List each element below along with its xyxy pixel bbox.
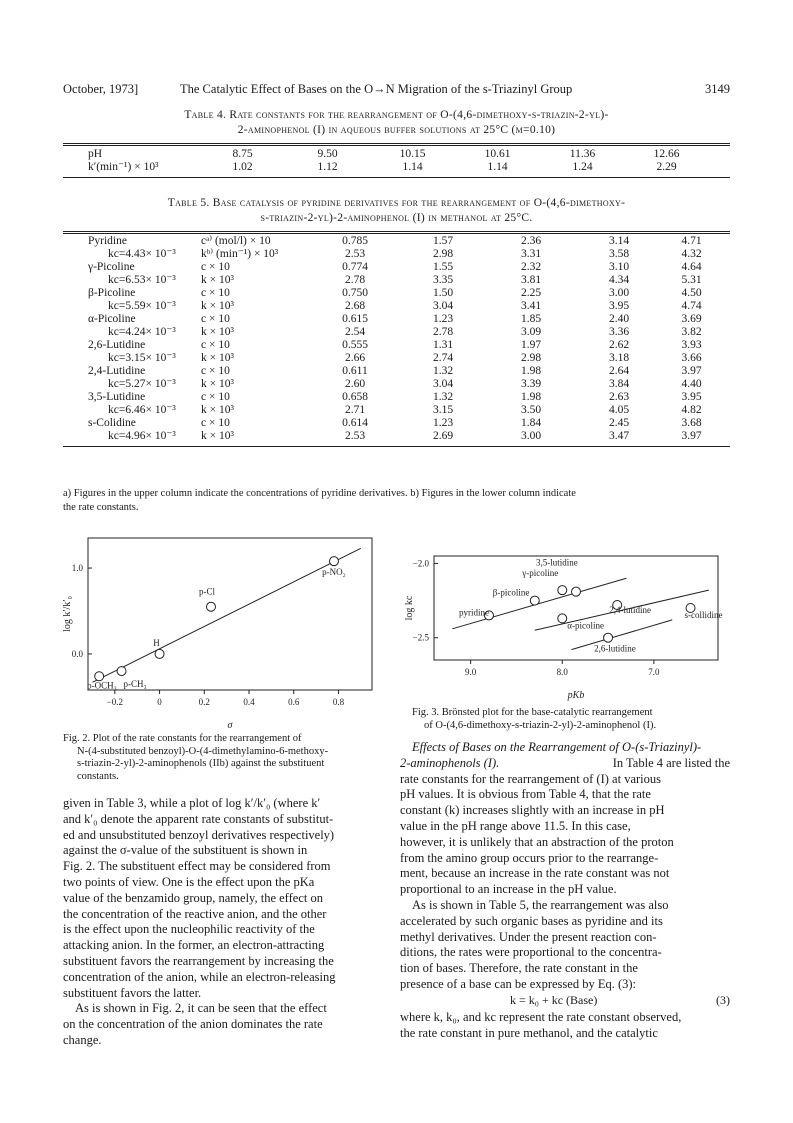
y-axis-label: log k′/k′₀ (62, 596, 73, 632)
table5-unit: k × 10³ (201, 300, 234, 312)
table5-compound: kc=5.27× 10⁻³ (108, 378, 176, 390)
table5-cell: 3.41 (520, 300, 542, 312)
table5-compound: kc=4.24× 10⁻³ (108, 326, 176, 338)
table5-cell: 2.68 (344, 300, 366, 312)
table5-compound: 3,5-Lutidine (88, 391, 146, 403)
right-text-line: pH values. It is obvious from Table 4, that the rate (400, 787, 651, 802)
table5-compound: α-Picoline (88, 313, 136, 325)
table5-cell: 3.31 (520, 248, 542, 260)
table4-row (88, 148, 708, 161)
right-text-line: As is shown in Table 5, the rearrangement was also (412, 897, 669, 912)
table5-cell: 1.98 (520, 391, 542, 403)
table5-row (88, 326, 720, 339)
data-point (558, 586, 567, 595)
table5-row (88, 352, 720, 365)
point-label: s-collidine (684, 610, 723, 620)
table5-cell: 3.09 (520, 326, 542, 338)
data-point (206, 602, 215, 611)
header-date: October, 1973] (63, 82, 139, 96)
table5-cell: 2.32 (520, 261, 542, 273)
table5-row (88, 404, 720, 417)
table5-row (88, 287, 720, 300)
right-text-line: presence of a base can be expressed by Eq. (3): (400, 976, 637, 991)
table5-row (88, 430, 720, 443)
x-tick-label: 0 (157, 697, 162, 707)
table4-cell: 12.66 (653, 148, 680, 160)
table4-cell: 10.61 (484, 148, 511, 160)
right-text-line: from the amino group occurs prior to the rearrange- (400, 850, 659, 865)
left-text-line: is the effect upon the nucleophilic reactivity of the (63, 922, 315, 937)
table5-cell: 4.74 (681, 300, 702, 312)
table5-unit: c × 10 (201, 339, 230, 351)
data-point (604, 633, 613, 642)
table5-cell: 3.14 (608, 235, 630, 247)
fig2-caption (63, 733, 386, 783)
table5-cell: 1.32 (432, 365, 454, 377)
table5-cell: 3.15 (432, 404, 454, 416)
right-text-line: tion of bases. Therefore, the rate constant in the (400, 961, 638, 976)
table5-cell: 3.97 (681, 430, 702, 442)
fig2-chart (60, 528, 380, 734)
section-heading-2: 2-aminophenols (I). (400, 755, 500, 770)
left-text-line: against the σ-value of the substituent is shown in (63, 843, 308, 858)
table5-cell: 3.04 (432, 300, 454, 312)
table5-cell: 0.750 (342, 287, 368, 299)
right-line-0: In Table 4 are listed the (612, 755, 730, 770)
table5-cell: 3.58 (608, 248, 630, 260)
y-tick-label: 1.0 (71, 563, 83, 574)
x-tick-label: 0.4 (243, 697, 255, 707)
table5-compound: kc=6.46× 10⁻³ (108, 404, 176, 416)
table4-cell: 1.14 (402, 161, 423, 173)
point-label: α-picoline (567, 620, 604, 631)
point-label: H (153, 637, 160, 648)
x-axis-label: σ (227, 720, 233, 731)
table5-cell: 2.78 (432, 326, 454, 338)
left-text-line: on the concentration of the anion dominates the rate (63, 1017, 323, 1032)
table5-cell: 2.53 (344, 430, 366, 442)
right-text-line: where k, k₀, and kc represent the rate constant observed, (400, 1009, 682, 1024)
table5-cell: 3.10 (608, 261, 630, 273)
point-label: 3,5-lutidine (536, 557, 578, 568)
left-text-line: given in Table 3, while a plot of log k′/k′₀ (where k′ (63, 796, 321, 810)
table4-cell: 2.29 (656, 161, 677, 173)
left-text-line: attacking anion. In the former, an electron-attracting (63, 938, 325, 953)
table5-row (88, 365, 720, 378)
right-text-line: accelerated by such organic bases as pyridine and its (400, 913, 663, 928)
table5-compound: kc=4.96× 10⁻³ (108, 430, 176, 442)
table4-cell: 9.50 (317, 148, 338, 160)
table4-caption-line2: 2-aminophenol (I) in aqueous buffer solutions at 25°C (μ=0.10) (237, 124, 556, 136)
table5-compound: 2,6-Lutidine (88, 339, 146, 351)
table5-row (88, 339, 720, 352)
table5-cell: 5.31 (681, 274, 702, 286)
table5-cell: 2.74 (432, 352, 454, 364)
table5-cell: 3.68 (681, 417, 702, 429)
table5-compound: β-Picoline (88, 287, 136, 299)
table5-unit: cᵃ⁾ (mol/l) × 10 (201, 235, 271, 247)
data-point (155, 649, 164, 658)
table5-top-rule2 (63, 233, 730, 234)
left-text-line: change. (63, 1032, 102, 1047)
table5-row (88, 313, 720, 326)
page-number: 3149 (705, 82, 730, 96)
right-text-line: methyl derivatives. Under the present reaction con- (400, 929, 657, 944)
table5-unit: c × 10 (201, 287, 230, 299)
table5-cell: 2.54 (344, 326, 366, 338)
fig3-chart (400, 548, 730, 702)
right-text-line: proportional to an increase in the pH value. (400, 882, 617, 897)
table4 (88, 148, 708, 174)
table5-unit: k × 10³ (201, 326, 234, 338)
right-lines (400, 772, 730, 993)
table5-cell: 3.00 (608, 287, 630, 299)
fig3-caption-line2: of O-(4,6-dimethoxy-s-triazin-2-yl)-2-aminophenol (I). (424, 719, 657, 731)
left-text-line: value of the benzamido group, namely, the effect on (63, 890, 323, 905)
equation: k = k₀ + kc (Base) (510, 992, 598, 1007)
table5-compound: γ-Picoline (88, 261, 135, 273)
right-text-line: value in the pH range above 11.5. In this case, (400, 818, 631, 833)
table5-footnote-line1: a) Figures in the upper column indicate the concentrations of pyridine derivatives. b) Figures in the lower column indicate (63, 488, 576, 499)
table5-row (88, 391, 720, 404)
table5-cell: 2.62 (608, 339, 630, 351)
table5-compound: kc=5.59× 10⁻³ (108, 300, 176, 312)
table5-cell: 0.614 (342, 417, 368, 429)
table5-cell: 3.81 (520, 274, 542, 286)
table5-cell: 2.40 (608, 313, 630, 325)
table5-unit: c × 10 (201, 391, 230, 403)
table5-cell: 1.85 (520, 313, 542, 325)
table5-cell: 3.97 (681, 365, 702, 377)
left-text-line: the concentration of the reactive anion, and the other (63, 906, 327, 921)
data-point (530, 596, 539, 605)
table5-cell: 1.50 (432, 287, 454, 299)
table5-cell: 1.31 (432, 339, 454, 351)
right-text-line: constant (k) increases slightly with an increase in pH (400, 803, 665, 818)
table5-row (88, 248, 720, 261)
table5-cell: 2.60 (344, 378, 366, 390)
fit-line (92, 548, 360, 682)
left-text-line: substituent favors the latter. (63, 985, 202, 1000)
table4-row-label: k′(min⁻¹) × 10³ (88, 161, 159, 173)
table5-cell: 2.64 (608, 365, 630, 377)
data-point (558, 614, 567, 623)
table5-footnote-line2: the rate constants. (63, 501, 139, 513)
table4-row-label: pH (88, 148, 103, 160)
after-lines (400, 1010, 730, 1042)
table5-unit: c × 10 (201, 365, 230, 377)
fig2-caption-line3: s-triazin-2-yl)-2-aminophenols (IIb) against the substituent (77, 758, 325, 769)
y-tick-label: −2.0 (412, 558, 429, 569)
data-point (117, 667, 126, 676)
table5-cell: 2.71 (344, 404, 366, 416)
table5-unit: c × 10 (201, 313, 230, 325)
header-title: The Catalytic Effect of Bases on the O→N Migration of the s-Triazinyl Group (180, 82, 573, 96)
point-label: p-NO₂ (322, 567, 346, 578)
table5-cell: 3.35 (432, 274, 454, 286)
table5-unit: c × 10 (201, 417, 230, 429)
table5-cell: 1.57 (432, 235, 454, 247)
table5-cell: 0.658 (342, 391, 368, 403)
table4-row (88, 161, 708, 174)
section-heading: Effects of Bases on the Rearrangement of O-(s-Triazinyl)- (412, 740, 702, 754)
x-tick-label: 9.0 (465, 667, 477, 677)
table5-cell: 3.95 (608, 300, 630, 312)
table5-cell: 0.611 (342, 365, 368, 377)
table5-compound: kc=3.15× 10⁻³ (108, 352, 176, 364)
data-point (572, 587, 581, 596)
table5-cell: 0.615 (342, 313, 368, 325)
table5-cell: 3.93 (681, 339, 702, 351)
y-tick-label: −2.5 (412, 632, 429, 643)
x-tick-label: 0.2 (198, 697, 210, 707)
table5-cell: 3.04 (432, 378, 454, 390)
table5-cell: 2.25 (520, 287, 542, 299)
table5-cell: 3.66 (681, 352, 702, 364)
table5-cell: 2.98 (432, 248, 454, 260)
table4-cell: 1.24 (572, 161, 593, 173)
x-tick-label: 7.0 (648, 667, 660, 677)
table5-cell: 3.47 (608, 430, 630, 442)
table5-compound: Pyridine (88, 235, 127, 247)
table5-cell: 0.774 (342, 261, 368, 273)
table4-bottom-rule (63, 177, 730, 178)
left-column-text (63, 796, 386, 1049)
x-axis-label: pKb (567, 690, 585, 701)
table5-compound: kc=4.43× 10⁻³ (108, 248, 176, 260)
table5-cell: 3.50 (520, 404, 542, 416)
table4-top-rule (63, 143, 730, 144)
fig3-caption-line1: Fig. 3. Brönsted plot for the base-catalytic rearrangement (412, 707, 653, 718)
fig2-caption-line1: Fig. 2. Plot of the rate constants for the rearrangement of (63, 733, 302, 744)
point-label: p-CH₃ (123, 679, 147, 690)
table4-cell: 10.15 (399, 148, 426, 160)
equation-number: (3) (716, 992, 730, 1007)
table5-cell: 3.95 (681, 391, 702, 403)
table4-cell: 1.14 (487, 161, 508, 173)
point-label: β-picoline (492, 587, 530, 598)
table5-cell: 1.55 (432, 261, 454, 273)
point-label: pyridine (458, 607, 489, 618)
table5-cell: 3.00 (520, 430, 542, 442)
x-tick-label: 0.6 (288, 697, 300, 707)
table5-unit: c × 10 (201, 261, 230, 273)
table4-caption-line1: Table 4. Rate constants for the rearrangement of O-(4,6-dimethoxy-s-triazin-2-yl)- (184, 109, 609, 121)
table4-cell: 11.36 (569, 148, 596, 160)
table5-row (88, 261, 720, 274)
table5-cell: 4.50 (681, 287, 702, 299)
section-heading-line2 (400, 756, 730, 772)
table5-unit: k × 10³ (201, 274, 234, 286)
table5-cell: 4.71 (681, 235, 702, 247)
table5-unit: k × 10³ (201, 404, 234, 416)
table5-cell: 1.98 (520, 365, 542, 377)
x-tick-label: −0.2 (106, 697, 123, 707)
left-text-line: concentration of the anion, while an electron-releasing (63, 969, 336, 984)
table5-cell: 2.36 (520, 235, 542, 247)
table5-row (88, 378, 720, 391)
table5-cell: 2.78 (344, 274, 366, 286)
table5-unit: k × 10³ (201, 352, 234, 364)
table5-cell: 2.53 (344, 248, 366, 260)
table5-cell: 4.64 (681, 261, 702, 273)
table5-cell: 3.36 (608, 326, 630, 338)
table5-cell: 4.32 (681, 248, 702, 260)
point-label: 2,4-lutidine (609, 605, 651, 616)
left-text-line: two points of view. One is the effect upon the pKa (63, 874, 315, 889)
table5-row (88, 300, 720, 313)
table5-compound: s-Colidine (88, 417, 136, 429)
table5-cell: 2.45 (608, 417, 630, 429)
table5-cell: 1.97 (520, 339, 542, 351)
table5-row (88, 274, 720, 287)
left-text-line: substituent favors the rearrangement by increasing the (63, 953, 334, 968)
table5-cell: 1.32 (432, 391, 454, 403)
table5-cell: 4.34 (608, 274, 630, 286)
left-text-line: and k′₀ denote the apparent rate constants of substitut- (63, 811, 334, 826)
fig2-caption-line2: N-(4-substituted benzoyl)-O-(4-dimethylamino-6-methoxy- (77, 745, 329, 757)
table5-cell: 3.69 (681, 313, 702, 325)
left-text-line: Fig. 2. The substituent effect may be considered from (63, 859, 331, 874)
data-point (329, 557, 338, 566)
table5-cell: 3.39 (520, 378, 542, 390)
table5-cell: 4.40 (681, 378, 702, 390)
right-text-line: however, it is unlikely that an abstraction of the proton (400, 834, 674, 849)
right-text-line: the rate constant in pure methanol, and the catalytic (400, 1025, 658, 1040)
right-text-line: rate constants for the rearrangement of (I) at various (400, 771, 661, 786)
table5-cell: 3.82 (681, 326, 702, 338)
point-label: p-OCH₃ (87, 680, 117, 691)
table5-top-rule (63, 231, 730, 232)
point-label: 2,6-lutidine (594, 643, 636, 654)
table5-cell: 3.18 (608, 352, 630, 364)
x-tick-label: 0.8 (332, 697, 345, 707)
table4-caption (63, 108, 730, 138)
left-text-line: As is shown in Fig. 2, it can be seen that the effect (75, 1001, 327, 1016)
table4-cell: 8.75 (232, 148, 253, 160)
table4-top-rule2 (63, 145, 730, 146)
fig2-caption-line4: constants. (77, 770, 119, 782)
table5-cell: 4.05 (608, 404, 630, 416)
right-text-line: ditions, the rates were proportional to the concentra- (400, 945, 662, 960)
point-label: p-Cl (198, 586, 216, 597)
right-column-text (400, 740, 730, 1041)
table5-unit: kᵇ⁾ (min⁻¹) × 10³ (201, 248, 279, 260)
fig3-caption (412, 707, 732, 732)
table5-cell: 1.84 (520, 417, 542, 429)
table5-compound: kc=6.53× 10⁻³ (108, 274, 176, 286)
table5-footnote (63, 487, 730, 514)
table5-cell: 2.69 (432, 430, 454, 442)
y-axis-label: log kc (404, 595, 415, 621)
table4-cell: 1.12 (317, 161, 338, 173)
table5-cell: 0.555 (342, 339, 368, 351)
table5-caption (63, 196, 730, 226)
table5-bottom-rule (63, 446, 730, 447)
table5-cell: 4.82 (681, 404, 702, 416)
table5-row (88, 235, 720, 248)
table5-cell: 2.63 (608, 391, 630, 403)
right-text-line: ment, because an increase in the rate constant was not (400, 866, 670, 881)
table5-cell: 1.23 (432, 417, 454, 429)
x-tick-label: 8.0 (556, 667, 568, 677)
table5-cell: 1.23 (432, 313, 454, 325)
table5-unit: k × 10³ (201, 378, 234, 390)
y-tick-label: 0.0 (71, 648, 83, 659)
table5-caption-line1: Table 5. Base catalysis of pyridine derivatives for the rearrangement of O-(4,6-dimethoxy- (167, 197, 626, 209)
table5-row (88, 417, 720, 430)
equation-row (400, 993, 730, 1010)
point-label: γ-picoline (522, 568, 559, 579)
table5-compound: 2,4-Lutidine (88, 365, 146, 377)
table5-unit: k × 10³ (201, 430, 234, 442)
table5-cell: 2.98 (520, 352, 542, 364)
table5-cell: 2.66 (344, 352, 366, 364)
table5 (88, 235, 720, 443)
table5-cell: 0.785 (342, 235, 368, 247)
left-text-line: ed and unsubstituted benzoyl derivatives respectively) (63, 827, 335, 842)
table5-caption-line2: s-triazin-2-yl)-2-aminophenol (I) in methanol at 25°C. (260, 212, 533, 224)
table4-cell: 1.02 (232, 161, 253, 173)
table5-cell: 3.84 (608, 378, 630, 390)
